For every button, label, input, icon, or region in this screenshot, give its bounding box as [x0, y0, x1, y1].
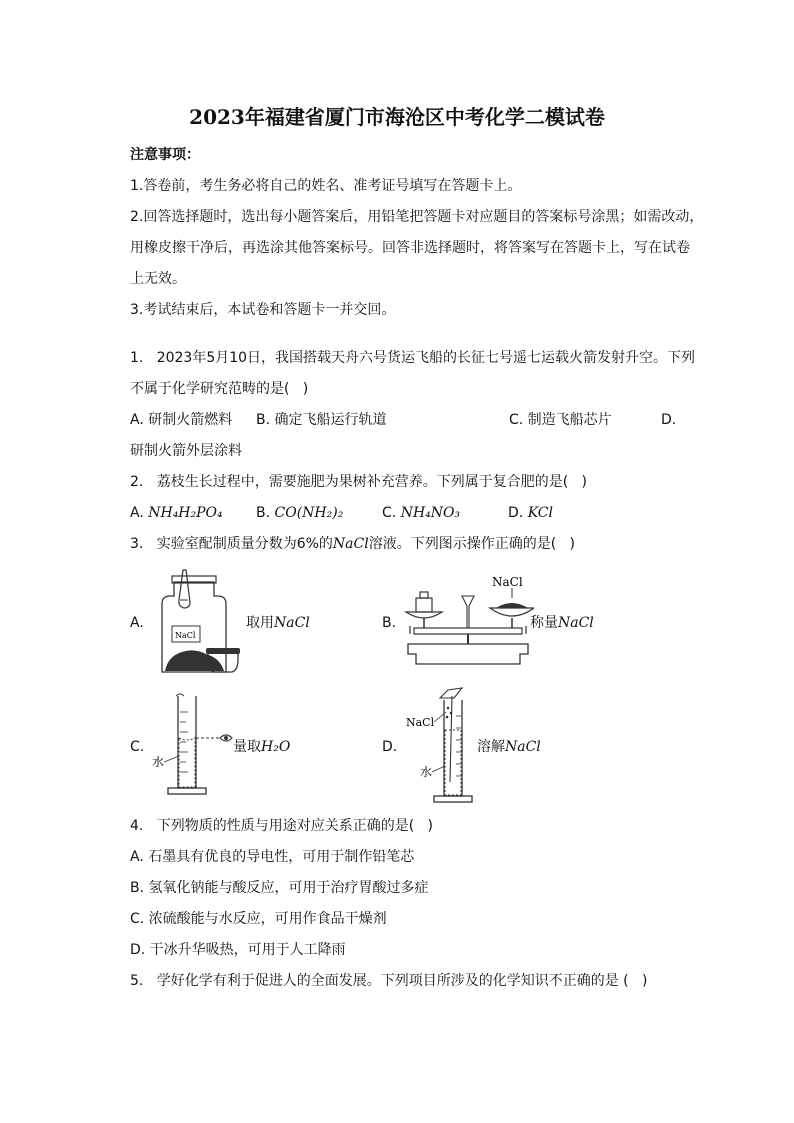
- q4-stem: 4. 下列物质的性质与用途对应关系正确的是( ): [130, 818, 433, 834]
- q3-stem-pre: 3. 实验室配制质量分数为6%的: [130, 536, 333, 552]
- q5-stem: 5. 学好化学有利于促进人的全面发展。下列项目所涉及的化学知识不正确的是 ( ): [130, 973, 648, 989]
- q3-option-d-text: 溶解: [477, 739, 505, 755]
- q2-stem: 2. 荔枝生长过程中，需要施肥为果树补充营养。下列属于复合肥的是( ): [130, 474, 587, 490]
- q3-stem-post: 溶液。下列图示操作正确的是( ): [368, 536, 575, 552]
- q3-fig-c-water-label: 水: [152, 755, 165, 769]
- q4-option-d: D. 干冰升华吸热，可用于人工降雨: [130, 942, 346, 958]
- q1-option-d: D.: [661, 412, 677, 428]
- q1-option-c: C. 制造飞船芯片: [509, 412, 612, 428]
- q3-option-b-formula: NaCl: [558, 615, 594, 631]
- q3-stem-formula: NaCl: [332, 536, 369, 552]
- notice-heading: 注意事项：: [130, 147, 200, 163]
- q2-option-d: [508, 503, 553, 523]
- q3-option-d-label: D.: [382, 739, 398, 755]
- q3-option-c-figure: [150, 692, 240, 802]
- notice-item-2-line-2: 用橡皮擦干净后，再选涂其他答案标号。回答非选择题时，将答案写在答题卡上，写在试卷: [130, 240, 690, 256]
- q3-fig-a-bottle-label: NaCl: [175, 631, 196, 640]
- q2-option-c-formula: NH₄NO₃: [400, 505, 461, 521]
- q3-option-b-label: B.: [382, 615, 397, 631]
- q4-option-c: C. 浓硫酸能与水反应，可用作食品干燥剂: [130, 911, 387, 927]
- q2-option-d-formula: KCl: [527, 505, 553, 521]
- q3-option-a-text: 取用: [246, 615, 274, 631]
- q3-option-a-formula: NaCl: [274, 615, 310, 631]
- q2-option-b-label: B.: [256, 505, 271, 521]
- q1-option-d-text: 研制火箭外层涂料: [130, 443, 242, 459]
- notice-item-3: 3.考试结束后，本试卷和答题卡一并交回。: [130, 302, 396, 318]
- q3-option-b-figure: [402, 572, 534, 668]
- q3-option-c-formula: H₂O: [261, 739, 291, 755]
- q3-option-c-text: 量取: [233, 739, 261, 755]
- q3-option-c-caption: [233, 737, 290, 757]
- q3-stem: [130, 534, 575, 554]
- q3-option-c-label: C.: [130, 739, 145, 755]
- page-title: 2023年福建省厦门市海沧区中考化学二模试卷: [189, 105, 605, 129]
- q1-stem-line-1: 1. 2023年5月10日，我国搭载天舟六号货运飞船的长征七号遥七运载火箭发射升空。下列: [130, 350, 696, 366]
- q2-option-d-label: D.: [508, 505, 524, 521]
- q4-option-a: A. 石墨具有优良的导电性，可用于制作铅笔芯: [130, 849, 415, 865]
- q2-option-c: [382, 503, 460, 523]
- q2-option-c-label: C.: [382, 505, 397, 521]
- notice-item-2-line-1: 2.回答选择题时，选出每小题答案后，用铅笔把答题卡对应题目的答案标号涂黑；如需改动，: [130, 209, 704, 225]
- notice-item-1: 1.答卷前，考生务必将自己的姓名、准考证号填写在答题卡上。: [130, 178, 522, 194]
- q3-fig-d-water-label: 水: [420, 765, 433, 779]
- q2-option-a-label: A.: [130, 505, 144, 521]
- q1-option-a: A. 研制火箭燃料: [130, 412, 233, 428]
- q1-stem-line-2: 不属于化学研究范畴的是( ): [130, 381, 309, 397]
- q2-option-b: [256, 503, 343, 523]
- q3-option-d-figure: [404, 686, 484, 808]
- q3-option-d-caption: [477, 737, 541, 757]
- q4-option-b: B. 氢氧化钠能与酸反应，可用于治疗胃酸过多症: [130, 880, 429, 896]
- q3-option-b-text: 称量: [530, 615, 558, 631]
- q3-option-a-figure: [148, 568, 248, 676]
- q3-option-a-label: A.: [130, 615, 144, 631]
- q3-option-d-formula: NaCl: [505, 739, 541, 755]
- q3-fig-d-nacl-label: NaCl: [406, 716, 435, 729]
- q2-option-a: [130, 503, 223, 523]
- q2-option-a-formula: NH₄H₂PO₄: [148, 505, 223, 521]
- q3-option-a-caption: [246, 613, 310, 633]
- q2-option-b-formula: CO(NH₂)₂: [274, 505, 344, 521]
- notice-item-2-line-3: 上无效。: [130, 271, 186, 287]
- q3-option-b-caption: [530, 613, 594, 633]
- q3-fig-b-pan-label: NaCl: [492, 575, 523, 589]
- q1-option-b: B. 确定飞船运行轨道: [256, 412, 387, 428]
